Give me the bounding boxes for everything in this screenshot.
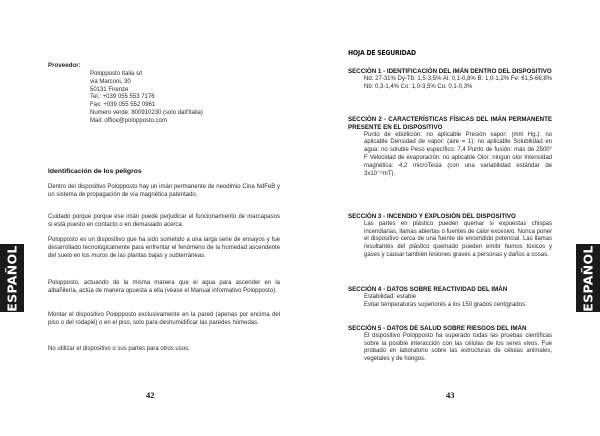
section-title: SECCIÓN 4 - DATOS SOBRE REACTIVIDAD DEL IMÁN (348, 286, 508, 293)
paragraph-text: Dentro del dispositivo Polopposto hay un imán permanente de neodimio Cina NdFeB y un sistema de propagación de vía magnética patentado. (48, 184, 280, 198)
hazard-heading: Identificación de los peligros (48, 168, 142, 175)
page-number-left: 42 (146, 390, 155, 400)
section-3 (348, 213, 552, 260)
paragraph-text: Polopposto es un dispositivo que ha sido sometido a una larga serie de ensayos y fue desarrollado tecnológicamente para enfrentar el fenómeno de la humedad ascendente del suelo en los muros de las plantas bajas y subterráneas. (48, 237, 280, 259)
language-side-tab-label: ESPAÑOL (580, 244, 596, 312)
section-title: SECCIÓN 3 - INCENDIO Y EXPLOSIÓN DEL DISPOSITIVO (348, 213, 516, 220)
section-4 (348, 286, 552, 309)
section-body: Punto de ebullición: no aplicable Presión vapor: (mm Hg.): no aplicable Densidad de vapor: (aire = 1): no aplicable Solubilidad en agua: no soluble Peso específico: 7,4 Punto de fusión: más de 2500° F Velocidad de evaporación: no aplicable Olor: ningun olor Intensidad magnética: 4,2 microTesla (con una variabilidad estándar de 3x10⁻⁹mT). (364, 131, 552, 177)
supplier-line: Polopposto Italia srl (90, 71, 143, 77)
paragraph-text: No utilizar el dispositivo o sus partes para otros usos. (48, 346, 190, 352)
section-body-line: Estabilidad: estable (364, 293, 417, 300)
section-title: SECCIÓN 1 - IDENTIFICACIÓN DEL IMÁN DENTRO DEL DISPOSITIVO (348, 68, 552, 75)
safety-sheet-title: HOJA DE SEGURIDAD (348, 49, 416, 57)
supplier-label: Proveedor: (48, 62, 81, 69)
section-body: Las partes en plástico pueden quemar si expuestas chispas incendiarias, llamas abiertas o fuentes de calor excesivo. Nunca poner el dispositivo cerca de una fuente de encendido potencial. Las llamas resultantes del plástico quemado pueden emitir humos tóxicos y gases y causar también lesiones graves a personas y daños a cosas. (364, 220, 552, 258)
section-title: SECCIÓN 5 - DATOS DE SALUD SOBRE RIESGOS DEL IMÁN (348, 325, 527, 332)
section-5 (348, 325, 552, 364)
section-1 (348, 68, 552, 91)
supplier-line: Tel.: +039 055 553 7176 (90, 94, 155, 101)
supplier-line: 50131 Firenze (90, 86, 129, 93)
supplier-line: Mail: office@polopposto.com (90, 117, 168, 124)
section-2 (348, 116, 552, 178)
section-body (348, 294, 552, 310)
paragraph-text: Polopposto, actuando de la misma manera que el agua para ascender en la albañilería, actúa de manera opuesta a ella (véase el Manual informativo Polopposto). (48, 280, 280, 294)
section-title: SECCIÓN 2 - CARACTERÍSTICAS FÍSICAS DEL IMÁN PERMANENTE PRESENTE EN EL DISPOSITIVO (348, 116, 552, 131)
supplier-line: Fax: +039 055 552 0961 (90, 102, 156, 109)
language-side-tab-label: ESPAÑOL (4, 244, 20, 312)
supplier-line: via Marconi, 30 (90, 78, 131, 85)
section-body: Nd: 27-31% Dy-Tb: 1,5-3,5% Al: 0,1-0,8% B: 1,0-1,2% Fe: 61,5-66,8% Nb: 0,3-1,4% Co: 1,0-3,5% Cu: 0,1-0,3% (364, 75, 552, 90)
page-number-right: 43 (446, 390, 455, 400)
paragraph-text: Montar el dispositivo Polopposto exclusivamente en la pared (apenas por encima del piso o del rodapié) o en el piso, solo para deshumidificar las paredes húmedas. (48, 312, 280, 326)
supplier-line: Numero verde: 800910230 (solo dall'Italia) (90, 109, 203, 116)
language-side-tab (576, 244, 600, 312)
section-body-line: Evitar temperaturas superiores a los 150 grados centígrados. (364, 301, 527, 308)
paragraph-text: Cuidado porque porque ese imán puede perjudicar el funcionamiento de marcapasos si está puesto en contacto o en demasiado acerca. (48, 214, 280, 228)
section-body: El dispositivo Polopposto ha superado todas las pruebas científicas sobre la posible interacción con las células de los seres vivos. Fue probado en laboratorio sobre las estructuras de células animales, vegetales y de hongos. (364, 332, 552, 363)
